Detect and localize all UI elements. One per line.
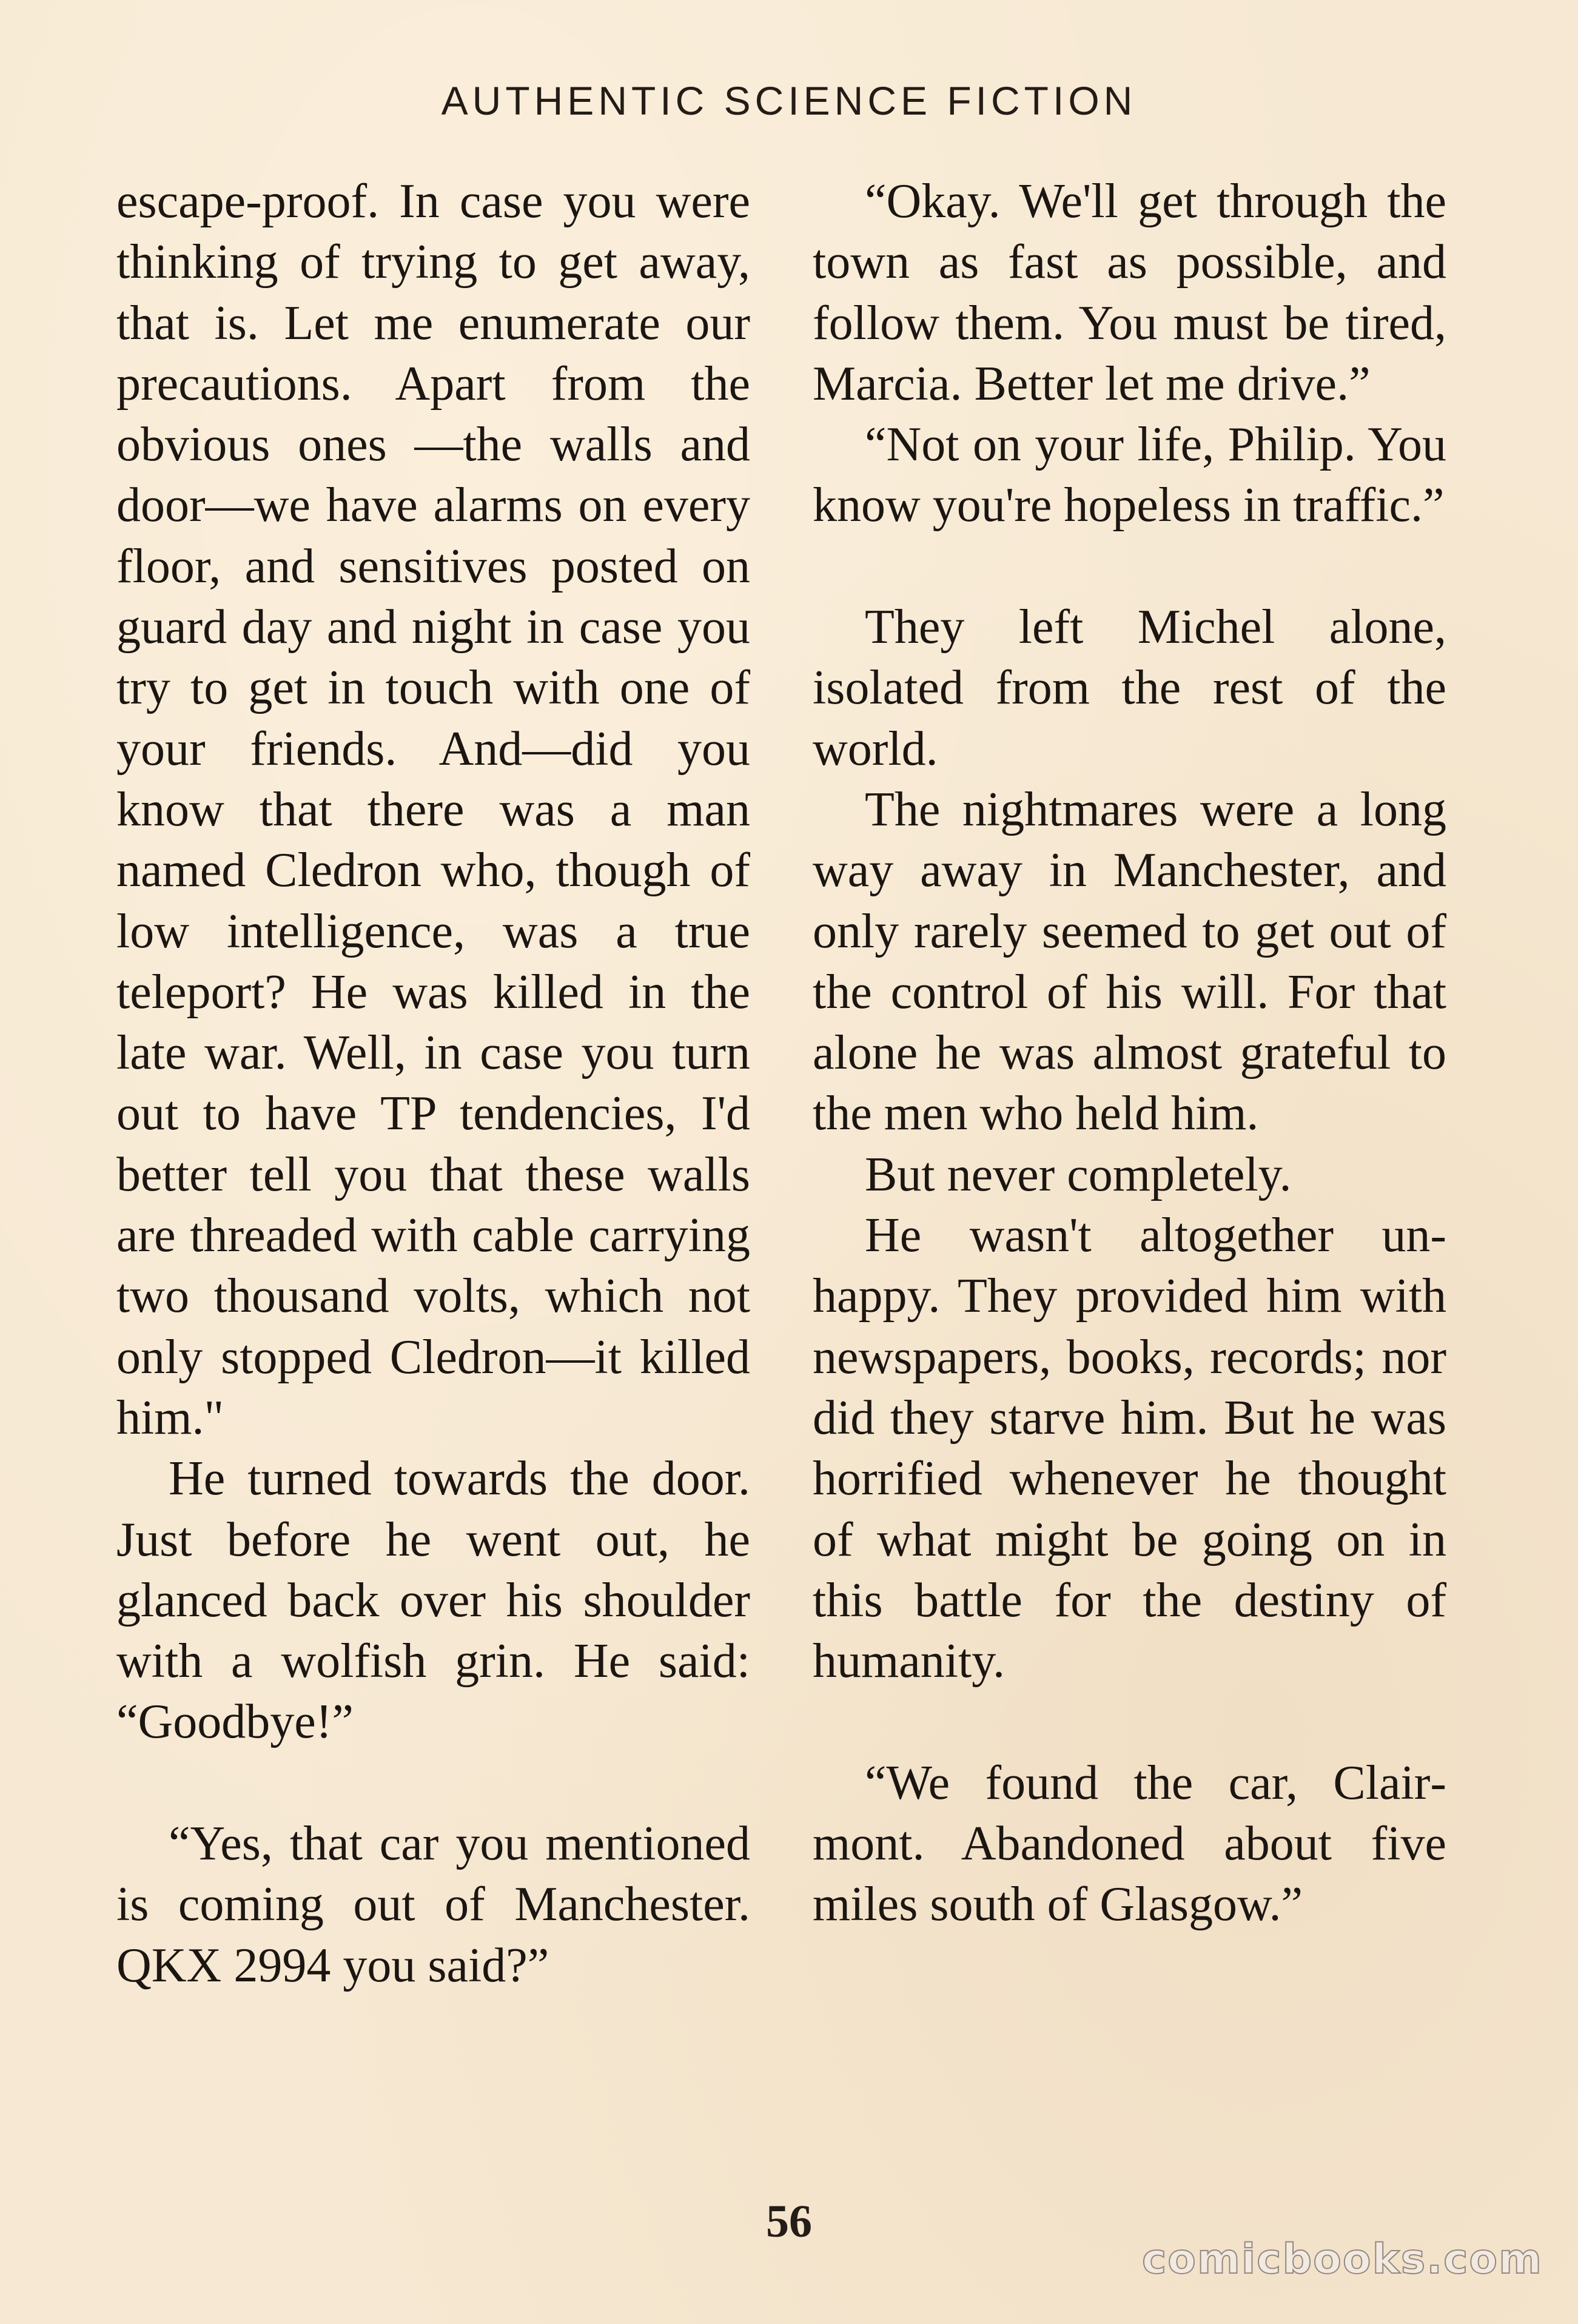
paragraph: escape-proof. In case you were thinking of trying to get away, that is. Let me enumerate our precautions. Apart from the obvious ones —the walls and door—we have alarms on every floor, and sensitives posted on guard day and night in case you try to get in touch with one of your friends. And—did you know that there was a man named Cledron who, though of low intelligence, was a true teleport? He was killed in the late war. Well, in case you turn out to have TP tendencies, I'd better tell you that these walls are threaded with cable carrying two thousand volts, which not only stopped Cledron—it killed him.": [116, 175, 750, 1445]
page-number: 56: [766, 2196, 812, 2247]
paragraph: “Okay. We'll get through the town as fast as possible, and follow them. You must be tired, Marcia. Better let me drive.”: [813, 175, 1446, 411]
paragraph: The nightmares were a long way away in Manchester, and only rarely seemed to get out of the control of his will. For that alone he was almost grateful to the men who held him.: [813, 782, 1446, 1141]
paragraph: “Not on your life, Philip. You know you're hopeless in traffic.”: [813, 418, 1446, 532]
paragraph: But never completely.: [865, 1147, 1292, 1201]
left-column: [116, 171, 750, 1996]
paragraph: They left Michel alone, isolated from the rest of the world.: [813, 600, 1446, 776]
paragraph: “Yes, that car you mentioned is coming out of Manchester. QKX 2994 you said?”: [116, 1817, 750, 1992]
right-column: [813, 171, 1446, 1935]
running-head: AUTHENTIC SCIENCE FICTION: [441, 78, 1137, 123]
paragraph: He wasn't altogether unhappy. They provided him with newspapers, books, records; nor did they starve him. But he was horrified whenever he thought of what might be going on in this battle for the destiny of humanity.: [813, 1209, 1446, 1688]
paragraph: “We found the car, Clairmont. Abandoned about five miles south of Glasgow.”: [813, 1756, 1446, 1932]
paragraph: He turned towards the door. Just before he went out, he glanced back over his shoulder with a wolfish grin. He said: “Goodbye!”: [116, 1452, 750, 1749]
watermark: comicbooks.com: [1141, 2235, 1543, 2283]
